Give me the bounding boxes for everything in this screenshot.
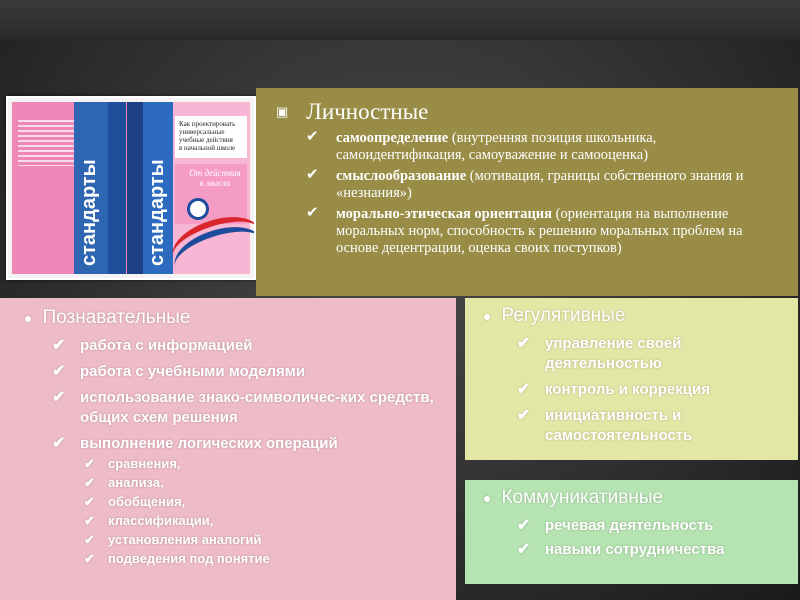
check-icon: ✔ [84,456,95,471]
list-item: ✔ речевая деятельность [517,517,714,534]
check-icon: ✔ [306,167,319,183]
square-bullet-icon: ▣ [276,104,289,119]
round-bullet-icon: ● [483,308,492,324]
list-item: ✔ контроль и коррекция [517,381,710,398]
round-bullet-icon: ● [483,490,492,506]
check-icon: ✔ [306,129,319,145]
book-cover-image [6,96,256,280]
list-item: ✔ подведения под понятие [84,551,270,566]
list-item: ✔ классификации, [84,513,214,528]
check-icon: ✔ [84,551,95,566]
regulatory-header [483,304,798,328]
check-icon: ✔ [517,541,531,558]
book-cover-heading: Как проектировать универсальные учебные действия в начальной школе [179,120,236,152]
check-icon: ✔ [517,407,531,424]
communicative-block [465,480,798,584]
list-item: ✔ самоопределение (внутренняя позиция школьника, самоидентификация, самоуважение и самооценка) [306,129,657,163]
check-icon: ✔ [52,337,66,354]
check-icon: ✔ [517,335,531,352]
book-back-cover [12,102,127,274]
communicative-list [483,516,798,560]
cognitive-list [24,336,456,568]
list-item: ✔ работа с учебными моделями [52,363,306,380]
communicative-header [483,486,798,510]
book-spine-title-back: стандарты [78,159,100,266]
regulatory-title: Регулятивные [501,305,626,326]
list-item: ✔ анализа, [84,475,164,490]
list-item: ✔ инициативность и самостоятельность [517,407,693,444]
list-item: ✔ навыки сотрудничества [517,541,725,558]
book-logo-icon [187,198,209,220]
list-item: ✔ сравнения, [84,456,181,471]
regulatory-block [465,298,798,460]
cognitive-header [24,306,456,330]
list-item: ✔ выполнение логических операций ✔ сравнения, ✔ анализа, ✔ обобщения, ✔ классификации, ✔ установления аналогий ✔ подведения под понятие [80,434,456,568]
check-icon: ✔ [517,381,531,398]
round-bullet-icon: ● [24,310,33,326]
check-icon: ✔ [52,363,66,380]
check-icon: ✔ [84,513,95,528]
list-item: ✔ морально-этическая ориентация (ориентация на выполнение моральных норм, способность к решению моральных проблем на основе децентрации, оценка своих поступков) [306,205,743,256]
book-cover-script: От действия к мысли [189,168,241,188]
logic-operations-list [80,454,456,568]
check-icon: ✔ [52,435,66,452]
cognitive-block [0,298,456,600]
top-strip [0,0,800,40]
book-spine-title-front: стандарты [146,159,168,266]
personal-title: Личностные [306,99,429,124]
personal-block [256,88,798,296]
check-icon: ✔ [84,475,95,490]
check-icon: ✔ [306,205,319,221]
list-item: ✔ управление своей деятельностью [517,335,682,372]
book-spine [127,102,143,274]
check-icon: ✔ [84,532,95,547]
list-item: ✔ использование знако-символичес-ких средств, общих схем решения [52,389,434,426]
cognitive-title: Познавательные [42,307,191,328]
personal-list [276,130,788,257]
personal-header [276,94,788,130]
list-item: ✔ смыслообразование (мотивация, границы собственного знания и «незнания») [306,167,744,201]
check-icon: ✔ [84,494,95,509]
regulatory-list [483,334,798,446]
list-item: ✔ обобщения, [84,494,186,509]
communicative-title: Коммуникативные [501,487,664,508]
check-icon: ✔ [517,517,531,534]
list-item: ✔ установления аналогий [84,532,262,547]
check-icon: ✔ [52,389,66,406]
list-item: ✔ работа с информацией [52,337,253,354]
